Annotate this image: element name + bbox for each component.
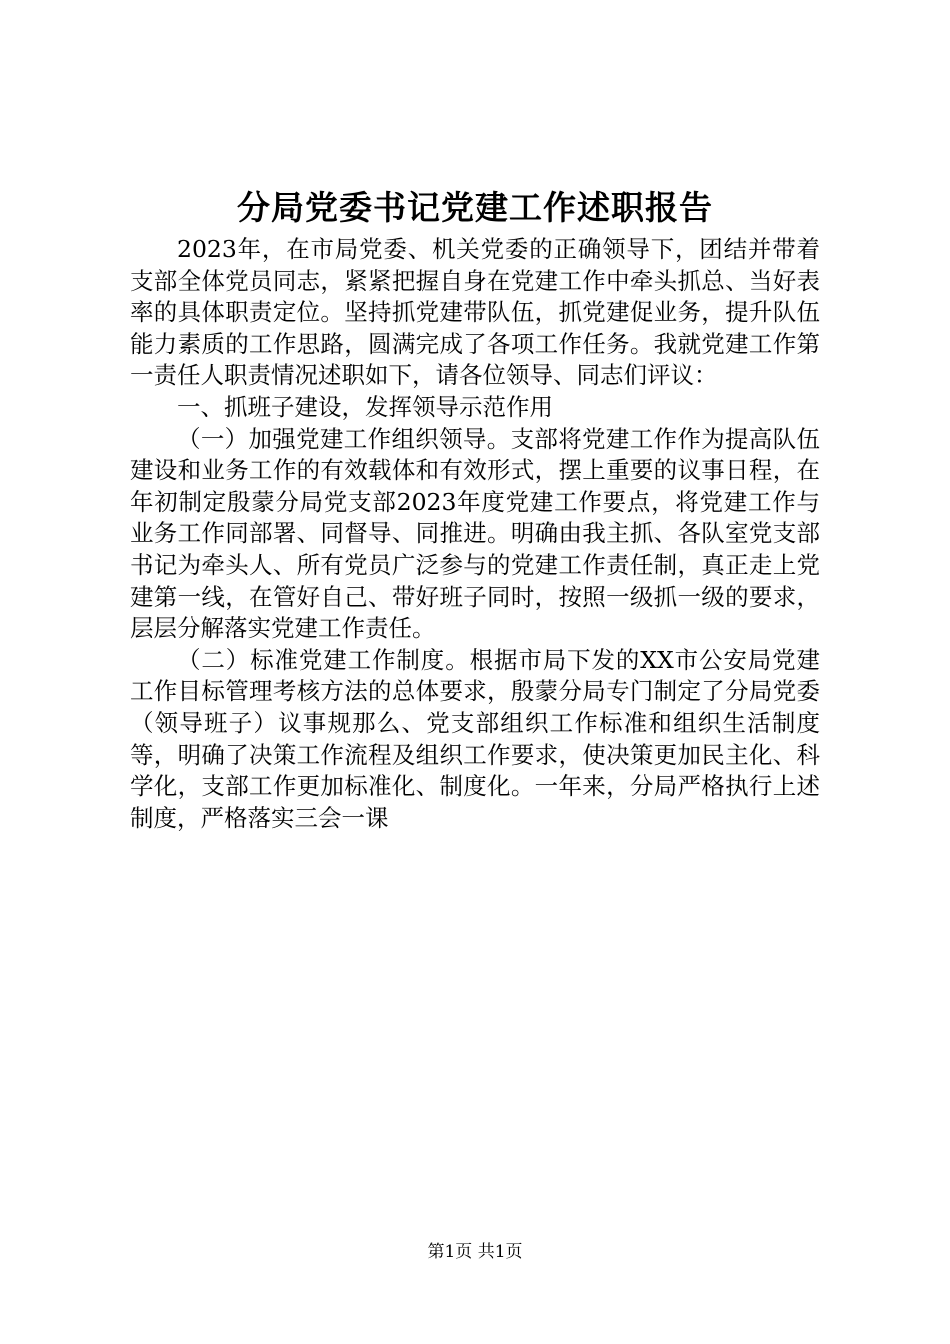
paragraph-1-1: （一）加强党建工作组织领导。支部将党建工作作为提高队伍建设和业务工作的有效载体和有效形式，摆上重要的议事日程，在年初制定殷蒙分局党支部2023年度党建工作要点，将党建工作与业务工作同部署、同督导、同推进。明确由我主抓、各队室党支部书记为牵头人、所有党员广泛参与的党建工作责任制，真正走上党建第一线，在管好自己、带好班子同时，按照一级抓一级的要求，层层分解落实党建工作责任。 <box>130 424 820 643</box>
paragraph-intro: 2023年，在市局党委、机关党委的正确领导下，团结并带着支部全体党员同志，紧紧把握自身在党建工作中牵头抓总、当好表率的具体职责定位。坚持抓党建带队伍，抓党建促业务，提升队伍能力素质的工作思路，圆满完成了各项工作任务。我就党建工作第一责任人职责情况述职如下，请各位领导、同志们评议： <box>130 235 820 390</box>
section-heading-1: 一、抓班子建设，发挥领导示范作用 <box>177 392 553 421</box>
paragraph-1-2: （二）标准党建工作制度。根据市局下发的XX市公安局党建工作目标管理考核方法的总体要求，殷蒙分局专门制定了分局党委（领导班子）议事规那么、党支部组织工作标准和组织生活制度等，明确了决策工作流程及组织工作要求，使决策更加民主化、科学化，支部工作更加标准化、制度化。一年来，分局严格执行上述制度，严格落实三会一课 <box>130 645 820 832</box>
document-body <box>130 234 820 834</box>
document-title: 分局党委书记党建工作述职报告 <box>237 188 713 227</box>
page-footer: 第1页 共1页 <box>427 1242 523 1262</box>
